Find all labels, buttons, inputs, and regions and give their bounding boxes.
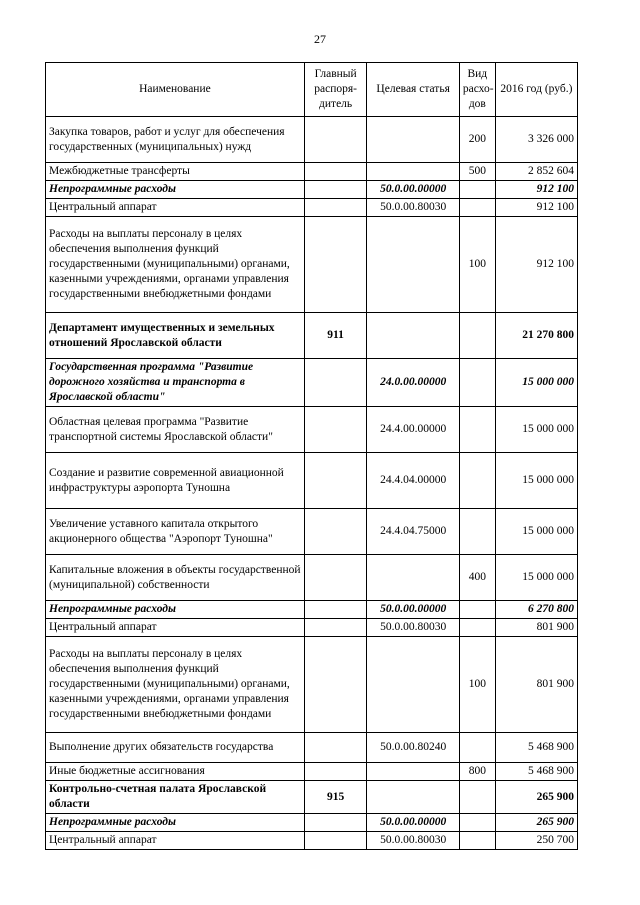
table-row bbox=[46, 814, 578, 832]
cell-amount: 15 000 000 bbox=[495, 509, 577, 555]
cell-target: 24.4.00.00000 bbox=[367, 407, 459, 453]
cell-manager bbox=[304, 217, 367, 313]
cell-amount: 912 100 bbox=[495, 181, 577, 199]
cell-type bbox=[459, 619, 495, 637]
cell-type bbox=[459, 601, 495, 619]
table-row bbox=[46, 407, 578, 453]
cell-amount: 3 326 000 bbox=[495, 117, 577, 163]
table-row bbox=[46, 217, 578, 313]
cell-amount: 912 100 bbox=[495, 199, 577, 217]
cell-manager bbox=[304, 359, 367, 407]
table-row bbox=[46, 181, 578, 199]
cell-amount: 912 100 bbox=[495, 217, 577, 313]
cell-name: Центральный аппарат bbox=[46, 199, 305, 217]
cell-amount: 15 000 000 bbox=[495, 359, 577, 407]
cell-target: 50.0.00.00000 bbox=[367, 814, 459, 832]
cell-amount: 5 468 900 bbox=[495, 733, 577, 763]
cell-type: 200 bbox=[459, 117, 495, 163]
cell-type bbox=[459, 407, 495, 453]
table-row bbox=[46, 199, 578, 217]
cell-amount: 265 900 bbox=[495, 781, 577, 814]
cell-type: 400 bbox=[459, 555, 495, 601]
cell-name: Контрольно-счетная палата Ярославской области bbox=[46, 781, 305, 814]
cell-name: Расходы на выплаты персоналу в целях обеспечения выполнения функций государственными (муниципальными) органами, казенными учреждениями, органами управления государственными внебюджетными фондами bbox=[46, 637, 305, 733]
table-row bbox=[46, 601, 578, 619]
cell-name: Государственная программа "Развитие дорожного хозяйства и транспорта в Ярославской области" bbox=[46, 359, 305, 407]
cell-manager bbox=[304, 733, 367, 763]
cell-type: 800 bbox=[459, 763, 495, 781]
cell-name: Непрограммные расходы bbox=[46, 814, 305, 832]
cell-name: Межбюджетные трансферты bbox=[46, 163, 305, 181]
cell-manager bbox=[304, 509, 367, 555]
header-amount: 2016 год (руб.) bbox=[495, 63, 577, 117]
cell-type bbox=[459, 509, 495, 555]
cell-type bbox=[459, 199, 495, 217]
cell-manager bbox=[304, 199, 367, 217]
cell-name: Непрограммные расходы bbox=[46, 601, 305, 619]
cell-amount: 801 900 bbox=[495, 619, 577, 637]
cell-target: 50.0.00.00000 bbox=[367, 601, 459, 619]
cell-name: Центральный аппарат bbox=[46, 832, 305, 850]
table-row bbox=[46, 359, 578, 407]
cell-name: Иные бюджетные ассигнования bbox=[46, 763, 305, 781]
header-manager: Главный распоря-дитель bbox=[304, 63, 367, 117]
cell-target: 24.0.00.00000 bbox=[367, 359, 459, 407]
cell-type bbox=[459, 313, 495, 359]
table-row bbox=[46, 555, 578, 601]
budget-table bbox=[45, 62, 578, 850]
cell-manager bbox=[304, 619, 367, 637]
cell-manager bbox=[304, 637, 367, 733]
table-row bbox=[46, 163, 578, 181]
cell-type bbox=[459, 781, 495, 814]
cell-amount: 21 270 800 bbox=[495, 313, 577, 359]
cell-target: 50.0.00.00000 bbox=[367, 181, 459, 199]
cell-amount: 5 468 900 bbox=[495, 763, 577, 781]
cell-name: Увеличение уставного капитала открытого акционерного общества "Аэропорт Туношна" bbox=[46, 509, 305, 555]
cell-name: Расходы на выплаты персоналу в целях обеспечения выполнения функций государственными (муниципальными) органами, казенными учреждениями, органами управления государственными внебюджетными фондами bbox=[46, 217, 305, 313]
cell-manager bbox=[304, 601, 367, 619]
cell-manager bbox=[304, 832, 367, 850]
cell-target bbox=[367, 555, 459, 601]
cell-name: Непрограммные расходы bbox=[46, 181, 305, 199]
cell-target bbox=[367, 117, 459, 163]
cell-amount: 6 270 800 bbox=[495, 601, 577, 619]
cell-type bbox=[459, 359, 495, 407]
header-name: Наименование bbox=[46, 63, 305, 117]
cell-name: Департамент имущественных и земельных отношений Ярославской области bbox=[46, 313, 305, 359]
table-row bbox=[46, 637, 578, 733]
cell-type bbox=[459, 733, 495, 763]
table-row bbox=[46, 781, 578, 814]
cell-manager bbox=[304, 407, 367, 453]
cell-target bbox=[367, 313, 459, 359]
cell-target bbox=[367, 163, 459, 181]
cell-amount: 801 900 bbox=[495, 637, 577, 733]
cell-type bbox=[459, 453, 495, 509]
cell-manager: 915 bbox=[304, 781, 367, 814]
cell-manager bbox=[304, 555, 367, 601]
cell-name: Областная целевая программа "Развитие транспортной системы Ярославской области" bbox=[46, 407, 305, 453]
cell-type: 500 bbox=[459, 163, 495, 181]
table-row bbox=[46, 619, 578, 637]
cell-target bbox=[367, 781, 459, 814]
cell-target: 50.0.00.80240 bbox=[367, 733, 459, 763]
cell-amount: 265 900 bbox=[495, 814, 577, 832]
cell-amount: 15 000 000 bbox=[495, 453, 577, 509]
cell-manager bbox=[304, 453, 367, 509]
cell-type bbox=[459, 181, 495, 199]
table-row bbox=[46, 763, 578, 781]
cell-type: 100 bbox=[459, 637, 495, 733]
table-row bbox=[46, 117, 578, 163]
cell-manager: 911 bbox=[304, 313, 367, 359]
cell-manager bbox=[304, 814, 367, 832]
cell-target bbox=[367, 217, 459, 313]
table-row bbox=[46, 313, 578, 359]
cell-target: 50.0.00.80030 bbox=[367, 832, 459, 850]
cell-name: Выполнение других обязательств государства bbox=[46, 733, 305, 763]
cell-type: 100 bbox=[459, 217, 495, 313]
cell-target bbox=[367, 637, 459, 733]
cell-target: 50.0.00.80030 bbox=[367, 619, 459, 637]
cell-target bbox=[367, 763, 459, 781]
cell-amount: 250 700 bbox=[495, 832, 577, 850]
cell-amount: 15 000 000 bbox=[495, 555, 577, 601]
cell-name: Закупка товаров, работ и услуг для обеспечения государственных (муниципальных) нужд bbox=[46, 117, 305, 163]
cell-amount: 15 000 000 bbox=[495, 407, 577, 453]
cell-manager bbox=[304, 163, 367, 181]
cell-name: Центральный аппарат bbox=[46, 619, 305, 637]
cell-manager bbox=[304, 763, 367, 781]
table-row bbox=[46, 733, 578, 763]
header-type: Вид расхо-дов bbox=[459, 63, 495, 117]
cell-type bbox=[459, 832, 495, 850]
page-number: 27 bbox=[314, 32, 326, 46]
table-row bbox=[46, 509, 578, 555]
table-row bbox=[46, 453, 578, 509]
table-row bbox=[46, 832, 578, 850]
cell-target: 24.4.04.00000 bbox=[367, 453, 459, 509]
cell-target: 24.4.04.75000 bbox=[367, 509, 459, 555]
cell-amount: 2 852 604 bbox=[495, 163, 577, 181]
cell-target: 50.0.00.80030 bbox=[367, 199, 459, 217]
cell-type bbox=[459, 814, 495, 832]
cell-name: Капитальные вложения в объекты государственной (муниципальной) собственности bbox=[46, 555, 305, 601]
cell-manager bbox=[304, 181, 367, 199]
header-target: Целевая статья bbox=[367, 63, 459, 117]
cell-name: Создание и развитие современной авиационной инфраструктуры аэропорта Туношна bbox=[46, 453, 305, 509]
cell-manager bbox=[304, 117, 367, 163]
